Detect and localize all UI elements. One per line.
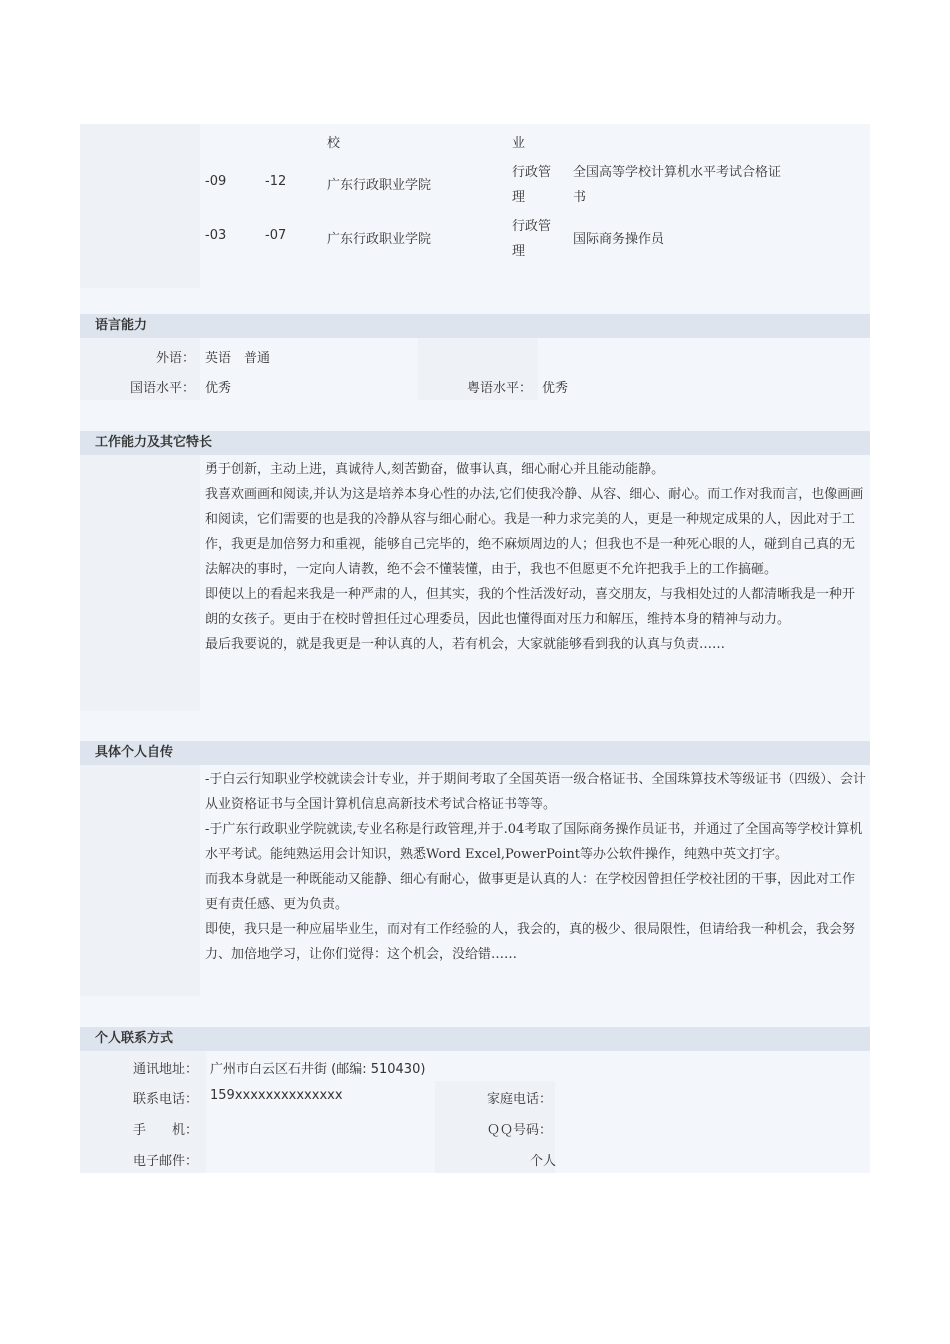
home-phone-label: 家庭电话： — [486, 1092, 552, 1107]
education-school-header: 校 — [327, 136, 341, 151]
education-row-2-end: -07 — [265, 228, 287, 243]
education-row-2-school: 广东行政职业学院 — [327, 232, 432, 247]
address-label: 通讯地址： — [132, 1062, 198, 1077]
autobiography-paragraph-1: -于白云行知职业学校就读会计专业，并于期间考取了全国英语一级合格证书、全国珠算技术等级证书（四级）、会计从业资格证书与全国计算机信息高新技术考试合格证书等等。 — [205, 772, 866, 812]
education-left-column — [80, 124, 200, 288]
contact-section — [80, 1051, 870, 1173]
education-row-1-start: -09 — [205, 174, 227, 189]
autobiography-spacer — [80, 996, 870, 1027]
abilities-paragraph-3: 即使以上的看起来我是一种严肃的人，但其实，我的个性活泼好动，喜交朋友，与我相处过的人都清晰我是一种开朗的女孩子。更由于在校时曾担任过心理委员，因此也懂得面对压力和解压，维持本身的精神与动力。 — [205, 587, 856, 627]
abilities-paragraph-1: 勇于创新，主动上进，真诚待人,刻苦勤奋，做事认真，细心耐心并且能动能静。 — [205, 462, 665, 477]
education-row-2-start: -03 — [205, 228, 227, 243]
mobile-label: 手 机： — [132, 1123, 198, 1138]
autobiography-paragraph-2: -于广东行政职业学院就读,专业名称是行政管理,并于.04考取了国际商务操作员证书，并通过了全国高等学校计算机水平考试。能纯熟运用会计知识，熟悉Word Excel,PowerPoint等办公软件操作，纯熟中英文打字。 — [205, 822, 863, 862]
autobiography-left-column — [80, 765, 200, 996]
autobiography-section-title: 具体个人自传 — [80, 741, 870, 765]
abilities-section — [80, 455, 870, 711]
phone-value: 159xxxxxxxxxxxxxx — [210, 1088, 343, 1103]
language-section-title: 语言能力 — [80, 314, 870, 338]
education-spacer — [80, 288, 870, 314]
education-row-1-end: -12 — [265, 174, 287, 189]
mandarin-label: 国语水平： — [129, 381, 195, 396]
education-section — [80, 124, 870, 288]
qq-label: ＱＱ号码： — [486, 1123, 552, 1138]
autobiography-paragraph-3: 而我本身就是一种既能动又能静、细心有耐心，做事更是认真的人：在学校因曾担任学校社团的干事，因此对工作更有责任感、更为负责。 — [205, 872, 856, 912]
personal-label: 个人 — [530, 1154, 557, 1169]
autobiography-text — [205, 767, 867, 967]
address-value: 广州市白云区石井街 (邮编: 510430) — [210, 1062, 426, 1077]
autobiography-section — [80, 765, 870, 996]
mandarin-value: 优秀 — [205, 381, 232, 396]
education-row-1-major-line1: 行政管 — [512, 165, 552, 180]
abilities-text — [205, 457, 867, 657]
abilities-paragraph-4: 最后我要说的，就是我更是一种认真的人，若有机会，大家就能够看到我的认真与负责…… — [205, 637, 726, 652]
education-row-2-major-line1: 行政管 — [512, 219, 552, 234]
cantonese-value: 优秀 — [542, 381, 569, 396]
phone-label: 联系电话： — [132, 1092, 198, 1107]
education-row-2-major-line2: 理 — [512, 244, 526, 259]
cantonese-label: 粤语水平： — [466, 381, 532, 396]
autobiography-paragraph-4: 即使，我只是一种应届毕业生，而对有工作经验的人，我会的，真的极少、很局限性，但请给我一种机会，我会努力、加倍地学习，让你们觉得：这个机会，没给错…… — [205, 922, 856, 962]
foreign-language-label: 外语： — [155, 351, 195, 366]
education-row-1-school: 广东行政职业学院 — [327, 178, 432, 193]
abilities-section-title: 工作能力及其它特长 — [80, 431, 870, 455]
contact-section-title: 个人联系方式 — [80, 1027, 870, 1051]
education-row-1-major-line2: 理 — [512, 190, 526, 205]
education-row-1-cert-line2: 书 — [573, 190, 587, 205]
abilities-paragraph-2: 我喜欢画画和阅读,并认为这是培养本身心性的办法,它们使我冷静、从容、细心、耐心。而工作对我而言，也像画画和阅读，它们需要的也是我的冷静从容与细心耐心。我是一种力求完美的人，更是一种规定成果的人，因此对于工作，我更是加倍努力和重视，能够自己完毕的，绝不麻烦周边的人；但我也不是一种死心眼的人，碰到自己真的无法解决的事时，一定向人请教，绝不会不懂装懂，由于，我也不但愿更不允许把我手上的工作搞砸。 — [205, 487, 864, 577]
foreign-language-value: 英语 普通 — [205, 351, 271, 366]
education-major-header: 业 — [512, 136, 526, 151]
language-section — [80, 338, 870, 400]
abilities-left-column — [80, 455, 200, 711]
abilities-spacer — [80, 711, 870, 741]
email-label: 电子邮件： — [132, 1154, 198, 1169]
language-spacer — [80, 400, 870, 431]
education-row-2-cert-line1: 国际商务操作员 — [573, 232, 665, 247]
education-row-1-cert-line1: 全国高等学校计算机水平考试合格证 — [573, 165, 782, 180]
